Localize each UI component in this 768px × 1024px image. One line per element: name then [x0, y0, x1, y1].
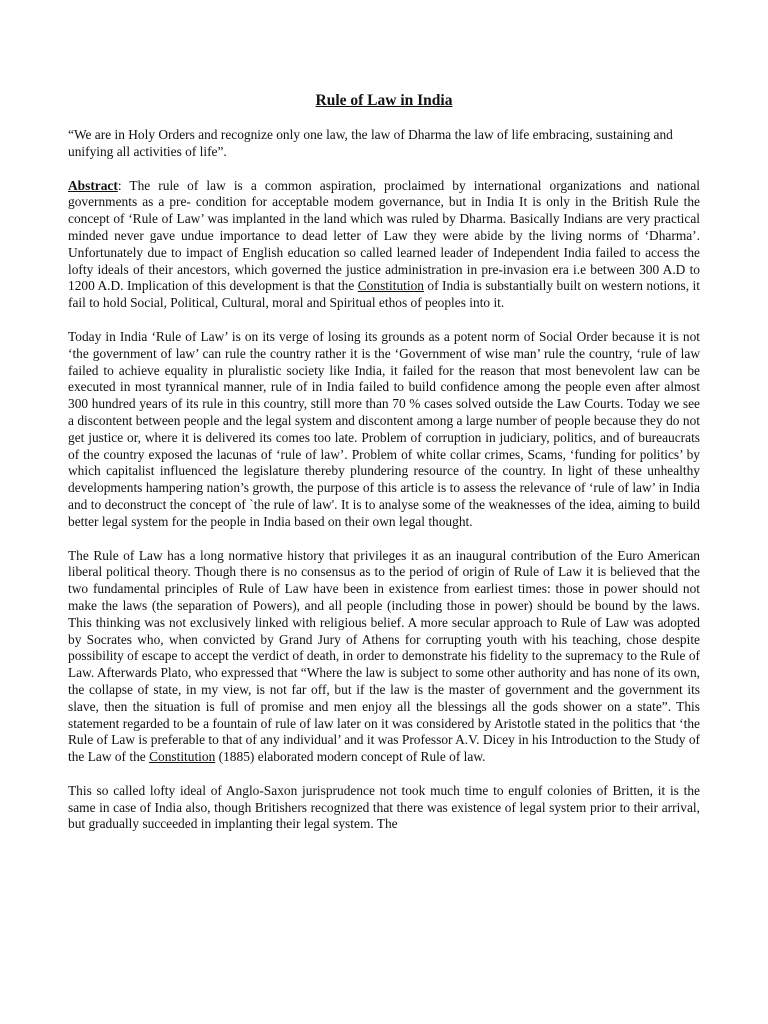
- opening-quote: “We are in Holy Orders and recognize only one law, the law of Dharma the law of life embracing, sustaining and unifying all activities of life”.: [68, 127, 673, 159]
- document-title: Rule of Law in India: [315, 92, 453, 109]
- abstract-text-1: The rule of law is a common aspiration, proclaimed by international organizations and national governments as a pre- condition for acceptable modem governance, but in India It is only in the British Rule the concept of ‘Rule of Law’ was implanted in the land which was ruled by Dharma. Basically Indians are very practical minded never gave undue importance to dead letter of Law they were abide by the living norms of ‘Dharma’. Unfortunately due to impact of English education so called learned leader of Independent India failed to access the lofty ideals of their ancestors, which governed the justice administration in pre-invasion era i.e between 300 A.D to 1200 A.D. Implication of this development is that the: [68, 177, 700, 294]
- rule-text-2: (1885) elaborated modern concept of Rule of law.: [215, 749, 486, 765]
- paragraph-today-in-india: Today in India ‘Rule of Law’ is on its verge of losing its grounds as a potent norm of Social Order because it is not ‘the government of law’ can rule the country rather it is the ‘Government of wise man’ rule the country, ‘rule of law failed to achieve equality in pluralistic society like India, it failed for the reason that most benevolent law can be executed in most tyrannical manner, rule of in India failed to build confidence among the people even after almost 300 hundred years of its rule in this country, still more than 70 % cases solved outside the Law Courts. Today we see a discontent between people and the legal system and discontent among a large number of people because they do not get justice or, where it is delivered its comes too late. Problem of corruption in judiciary, politics, and of bureaucrats of the country exposed the lacunas of ‘rule of law’. Problem of white collar crimes, Scams, ‘funding for politics’ by which capitalist influenced the legislature thereby plundering resource of the country. In light of these unhealthy developments hampering nation’s growth, the purpose of this article is to assess the relevance of ‘rule of law’ in India and to deconstruct the concept of `the rule of law'. It is to analyse some of the weaknesses of the idea, aiming to build better legal system for the people in India based on their own legal thought.: [68, 328, 700, 529]
- document-page: [68, 0, 700, 1024]
- abstract-colon: :: [117, 177, 122, 193]
- paragraph-rule-of-law-history: [68, 548, 700, 766]
- paragraph-anglo-saxon: This so called lofty ideal of Anglo-Saxon jurisprudence not took much time to engulf colonies of Britten, it is the same in case of India also, though Britishers recognized that there was existence of legal system prior to their arrival, but gradually succeeded in implanting their legal system. The: [68, 782, 700, 832]
- rule-text-1: The Rule of Law has a long normative history that privileges it as an inaugural contribution of the Euro American liberal political theory. Though there is no consensus as to the period of origin of Rule of Law it is believed that the two fundamental principles of Rule of Law have been in existence from earliest times: those in power should not make the laws (the separation of Powers), and all people (including those in power) should be bound by the laws. This thinking was not exclusively linked with religious belief. A more secular approach to Rule of Law was adopted by Socrates who, when convicted by Grand Jury of Athens for corrupting youth with his teaching, chose despite possibility of escape to accept the verdict of death, in order to demonstrate his fidelity to the supremacy to the Rule of Law. Afterwards Plato, who expressed that “Where the law is subject to some other authority and has none of its own, the collapse of state, in my view, is not far off, but if the law is the master of government and the government its slave, then the situation is full of promise and men enjoy all the blessings all the gods shower on a state”. This statement regarded to be a fountain of rule of law later on it was considered by Aristotle stated in the politics that ‘the Rule of Law is preferable to that of any individual’ and it was Professor A.V. Dicey in his Introduction to the Study of the Law of the: [68, 547, 700, 765]
- abstract-paragraph: [68, 178, 700, 312]
- constitution-link-2[interactable]: Constitution: [149, 749, 216, 765]
- abstract-label: Abstract: [68, 177, 118, 193]
- abstract-text-2: of India is substantially built on western notions, it fail to hold Social, Political, Cultural, moral and Spiritual ethos of peoples into it.: [68, 278, 700, 311]
- constitution-link[interactable]: Constitution: [357, 278, 424, 294]
